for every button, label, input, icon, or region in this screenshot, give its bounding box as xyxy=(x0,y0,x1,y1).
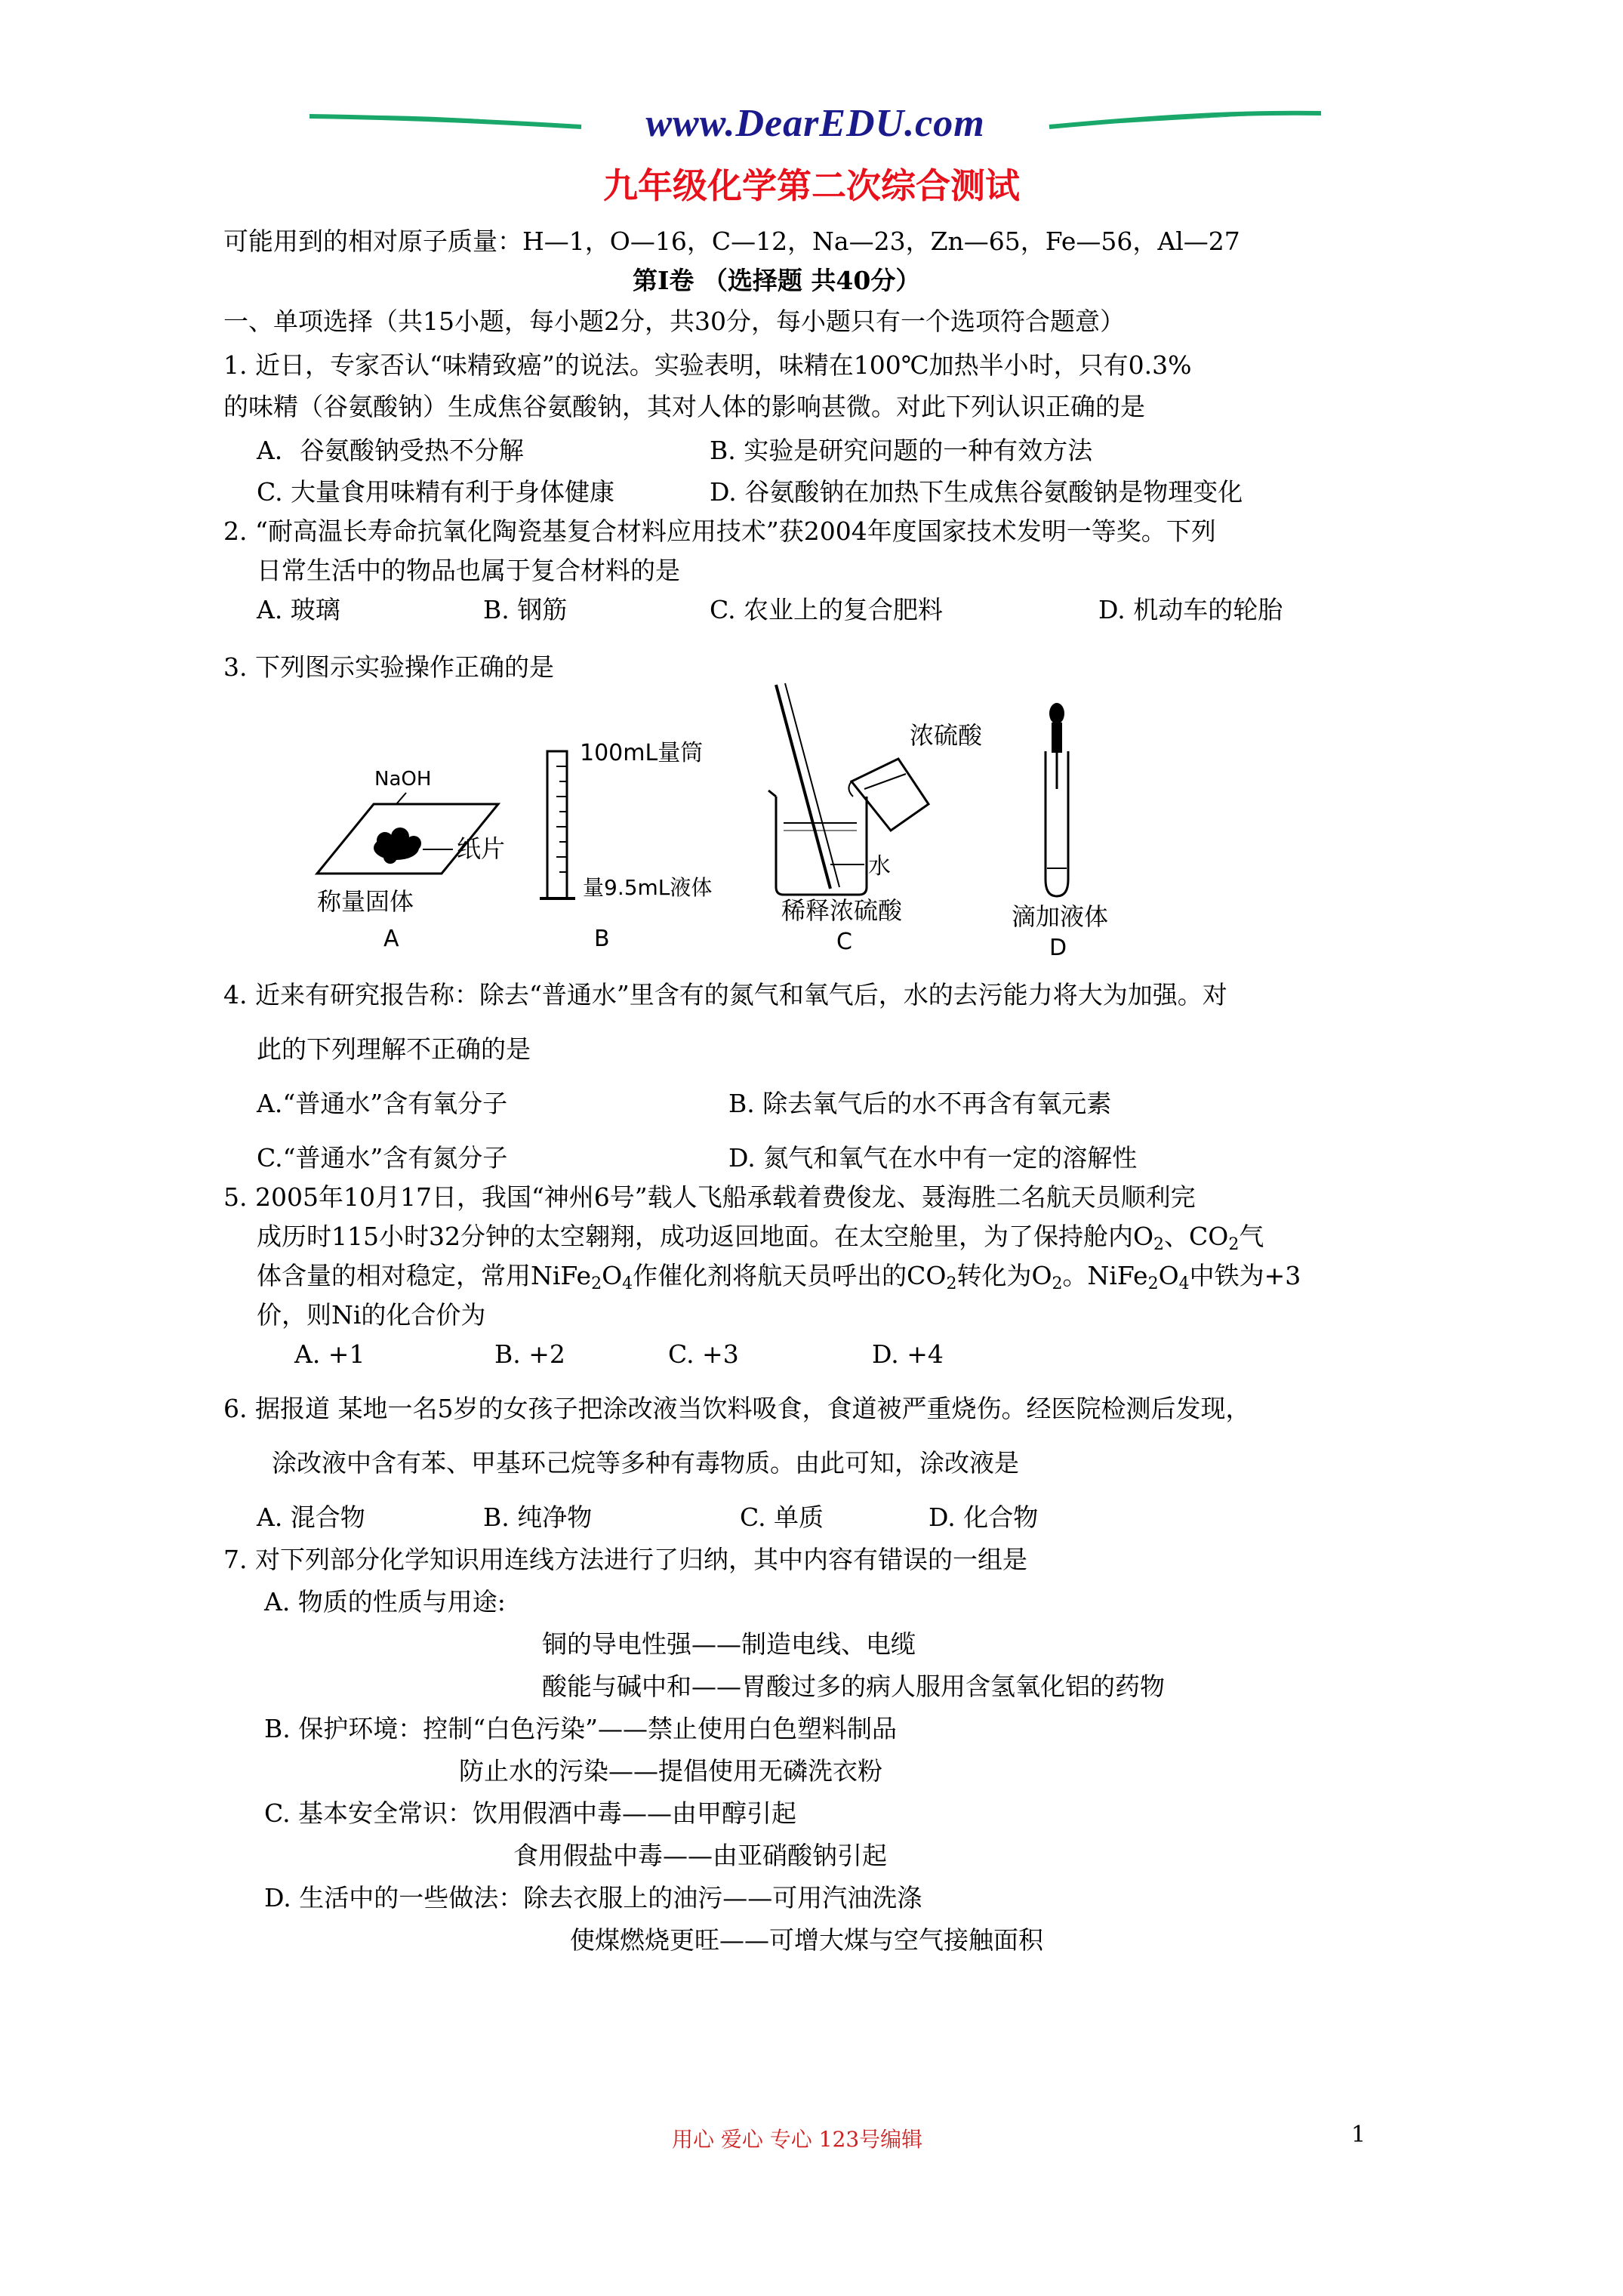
q7-option-d-line2: 使煤燃烧更旺——可增大煤与空气接触面积 xyxy=(570,1925,1043,1955)
site-name: www.DearEDU.com xyxy=(645,102,985,145)
q2-option-a: A. 玻璃 xyxy=(257,595,340,624)
q7-option-a-line1: 铜的导电性强——制造电线、电缆 xyxy=(542,1629,916,1659)
figure-c-letter: C xyxy=(836,929,852,955)
q5-option-c: C. +3 xyxy=(668,1339,739,1369)
q1-option-d: D. 谷氨酸钠在加热下生成焦谷氨酸钠是物理变化 xyxy=(710,477,1243,507)
q7-stem: 7. 对下列部分化学知识用连线方法进行了归纳，其中内容有错误的一组是 xyxy=(223,1545,1027,1574)
q7-option-a-heading: A. 物质的性质与用途: xyxy=(264,1587,506,1616)
q7-option-a-line2: 酸能与碱中和——胃酸过多的病人服用含氢氧化铝的药物 xyxy=(542,1672,1165,1701)
figure-c-dilution xyxy=(768,683,983,955)
figure-d-letter: D xyxy=(1049,935,1067,961)
q5-stem-line4: 价，则Ni的化合价为 xyxy=(257,1300,486,1330)
q1-option-c: C. 大量食用味精有利于身体健康 xyxy=(257,477,615,507)
q6-option-b: B. 纯净物 xyxy=(483,1502,593,1532)
q1-stem-line2: 的味精（谷氨酸钠）生成焦谷氨酸钠，其对人体的影响甚微。对此下列认识正确的是 xyxy=(223,392,1145,421)
q5-option-d: D. +4 xyxy=(872,1339,944,1369)
q4-option-a: A.“普通水”含有氧分子 xyxy=(257,1089,508,1118)
site-banner xyxy=(310,97,1321,157)
atomic-masses: 可能用到的相对原子质量：H—1，O—16，C—12，Na—23，Zn—65，Fe—56，Al—27 xyxy=(223,227,1240,256)
figure-a-letter: A xyxy=(383,926,399,952)
q4-option-c: C.“普通水”含有氮分子 xyxy=(257,1143,508,1173)
q3-stem: 3. 下列图示实验操作正确的是 xyxy=(223,652,554,682)
q6-option-d: D. 化合物 xyxy=(929,1502,1039,1532)
figure-a-chemical-label: NaOH xyxy=(374,768,432,791)
figure-b-top-label: 100mL量筒 xyxy=(580,740,704,766)
figure-d-dropper xyxy=(1012,703,1108,961)
page-number: 1 xyxy=(1351,2122,1366,2148)
page-title: 九年级化学第二次综合测试 xyxy=(603,165,1020,206)
figure-d-caption: 滴加液体 xyxy=(1012,902,1109,931)
section-title: 第Ⅰ卷 （选择题 共40分） xyxy=(633,266,921,295)
q1-stem-line1: 1. 近日，专家否认“味精致癌”的说法。实验表明，味精在100℃加热半小时，只有0.3% xyxy=(223,350,1192,380)
q7-option-c-line2: 食用假盐中毒——由亚硝酸钠引起 xyxy=(513,1841,887,1870)
q5-stem-line3: 体含量的相对稳定，常用$NiFe_2O_4$作催化剂将航天员呼出的$CO_2$转化为$O_2$。$NiFe_2O_4$中铁为+3 xyxy=(257,1261,1301,1293)
figure-a-paper-label: 纸片 xyxy=(457,834,506,863)
q5-option-b: B. +2 xyxy=(494,1339,565,1369)
q2-stem-line1: 2. “耐高温长寿命抗氧化陶瓷基复合材料应用技术”获2004年度国家技术发明一等奖。下列 xyxy=(223,516,1216,546)
section-instruction: 一、单项选择（共15小题，每小题2分，共30分，每小题只有一个选项符合题意） xyxy=(223,307,1125,336)
footer-text: 用心 爱心 专心 123号编辑 xyxy=(672,2127,923,2152)
q2-option-c: C. 农业上的复合肥料 xyxy=(710,595,944,624)
q7-option-b-line2: 防止水的污染——提倡使用无磷洗衣粉 xyxy=(459,1756,882,1786)
figure-b-bottom-label: 量9.5mL液体 xyxy=(583,875,713,900)
q1-option-b: B. 实验是研究问题的一种有效方法 xyxy=(710,436,1093,465)
figure-a-weighing xyxy=(317,768,505,952)
q4-option-b: B. 除去氧气后的水不再含有氧元素 xyxy=(728,1089,1112,1118)
q4-stem-line2: 此的下列理解不正确的是 xyxy=(257,1034,531,1064)
figure-b-letter: B xyxy=(594,926,610,952)
q5-stem-line1: 5. 2005年10月17日，我国“神州6号”载人飞船承载着费俊龙、聂海胜二名航天员顺利完 xyxy=(223,1182,1196,1212)
q7-option-c-line1: C. 基本安全常识：饮用假酒中毒——由甲醇引起 xyxy=(264,1798,797,1828)
q2-option-d: D. 机动车的轮胎 xyxy=(1098,595,1283,624)
q5-option-a: A. +1 xyxy=(294,1339,365,1369)
q2-option-b: B. 钢筋 xyxy=(483,595,568,624)
q4-option-d: D. 氮气和氧气在水中有一定的溶解性 xyxy=(728,1143,1138,1173)
figure-a-caption: 称量固体 xyxy=(317,887,414,916)
q7-option-d-line1: D. 生活中的一些做法：除去衣服上的油污——可用汽油洗涤 xyxy=(264,1883,922,1912)
figure-c-caption: 稀释浓硫酸 xyxy=(781,896,903,925)
figure-b-cylinder xyxy=(540,740,712,952)
q2-stem-line2: 日常生活中的物品也属于复合材料的是 xyxy=(257,556,680,585)
q1-option-a: A．谷氨酸钠受热不分解 xyxy=(257,436,524,465)
q6-option-c: C. 单质 xyxy=(740,1502,824,1532)
q6-option-a: A. 混合物 xyxy=(257,1502,365,1532)
figure-c-water-label: 水 xyxy=(868,853,891,880)
q5-stem-line2: 成历时115小时32分钟的太空翱翔，成功返回地面。在太空舱里，为了保持舱内$O_2$、$CO_2$气 xyxy=(257,1222,1264,1254)
figure-c-acid-label: 浓硫酸 xyxy=(910,721,983,750)
q6-stem-line1: 6. 据报道 某地一名5岁的女孩子把涂改液当饮料吸食，食道被严重烧伤。经医院检测后发现， xyxy=(223,1394,1251,1423)
q4-stem-line1: 4. 近来有研究报告称：除去“普通水”里含有的氮气和氧气后，水的去污能力将大为加强。对 xyxy=(223,980,1227,1009)
q6-stem-line2: 涂改液中含有苯、甲基环己烷等多种有毒物质。由此可知，涂改液是 xyxy=(272,1448,1019,1478)
q7-option-b-line1: B. 保护环境：控制“白色污染”——禁止使用白色塑料制品 xyxy=(264,1714,897,1743)
q3-lab-figure xyxy=(302,676,1178,966)
